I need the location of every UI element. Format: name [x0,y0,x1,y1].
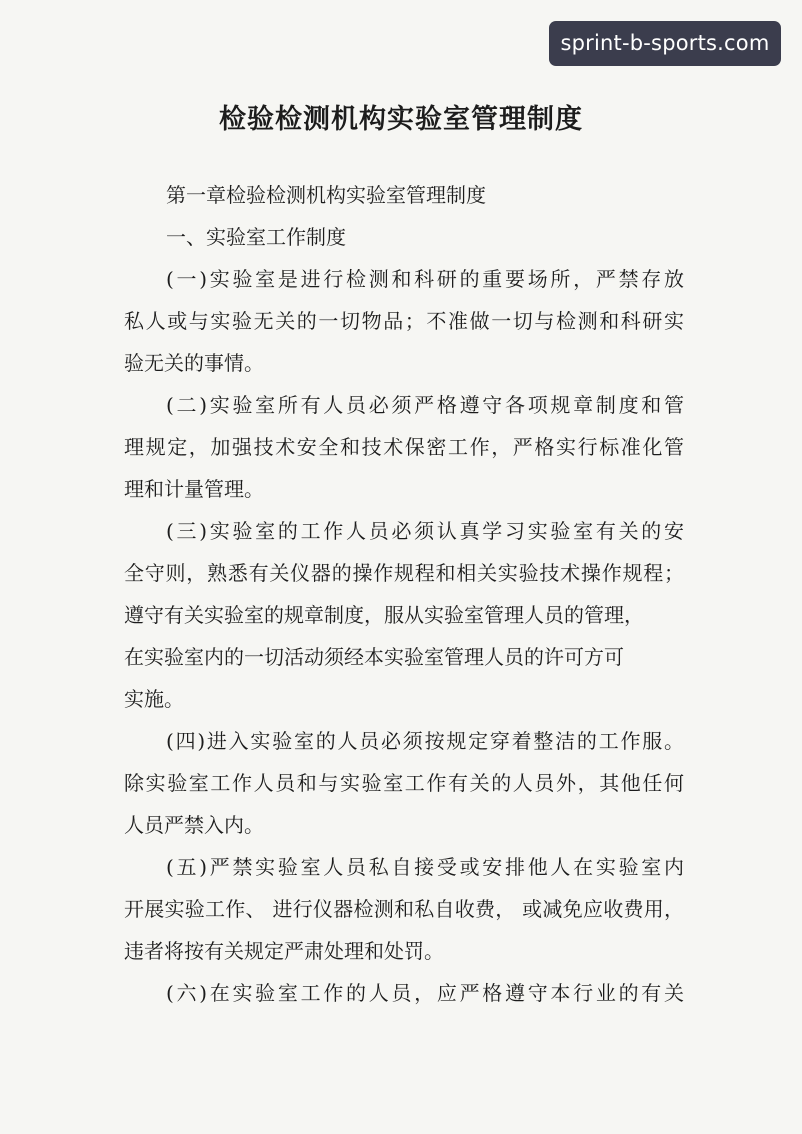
paragraph-line: 理规定，加强技术安全和技术保密工作，严格实行标准化管 [124,435,684,459]
paragraph-line: 开展实验工作、 进行仪器检测和私自收费， 或减免应收费用， [124,897,684,921]
paragraph-line: 全守则，熟悉有关仪器的操作规程和相关实验技术操作规程； [124,561,684,585]
paragraph-6 [124,972,684,1014]
paragraph-4 [124,720,684,846]
paragraph-1 [124,258,684,384]
paragraph-3 [124,510,684,720]
paragraph-line: 除实验室工作人员和与实验室工作有关的人员外，其他任何 [124,771,684,795]
paragraph-line: 验无关的事情。 [124,351,264,375]
chapter-heading: 第一章检验检测机构实验室管理制度 [166,183,486,207]
paragraph-line: 在实验室内的一切活动须经本实验室管理人员的许可方可 [124,645,624,669]
paragraph-line: (四)进入实验室的人员必须按规定穿着整洁的工作服。 [166,729,684,753]
paragraph-line: 私人或与实验无关的一切物品；不准做一切与检测和科研实 [124,309,684,333]
paragraph-line: 遵守有关实验室的规章制度，服从实验室管理人员的管理， [124,603,644,627]
watermark-badge: sprint-b-sports.com [549,21,781,66]
document-body [124,174,684,1014]
paragraph-line: (一)实验室是进行检测和科研的重要场所，严禁存放 [166,267,684,291]
paragraph-line: (二)实验室所有人员必须严格遵守各项规章制度和管 [166,393,684,417]
paragraph-line: (三)实验室的工作人员必须认真学习实验室有关的安 [166,519,684,543]
paragraph-2 [124,384,684,510]
document-title: 检验检测机构实验室管理制度 [219,104,583,135]
paragraph-line: 人员严禁入内。 [124,813,264,837]
paragraph-line: (五)严禁实验室人员私自接受或安排他人在实验室内 [166,855,684,879]
paragraph-line: (六)在实验室工作的人员，应严格遵守本行业的有关 [166,981,684,1005]
paragraph-line: 理和计量管理。 [124,477,264,501]
paragraph-5 [124,846,684,972]
paragraph-line: 违者将按有关规定严肃处理和处罚。 [124,939,444,963]
paragraph-line: 实施。 [124,687,184,711]
section-heading: 一、实验室工作制度 [166,225,346,249]
